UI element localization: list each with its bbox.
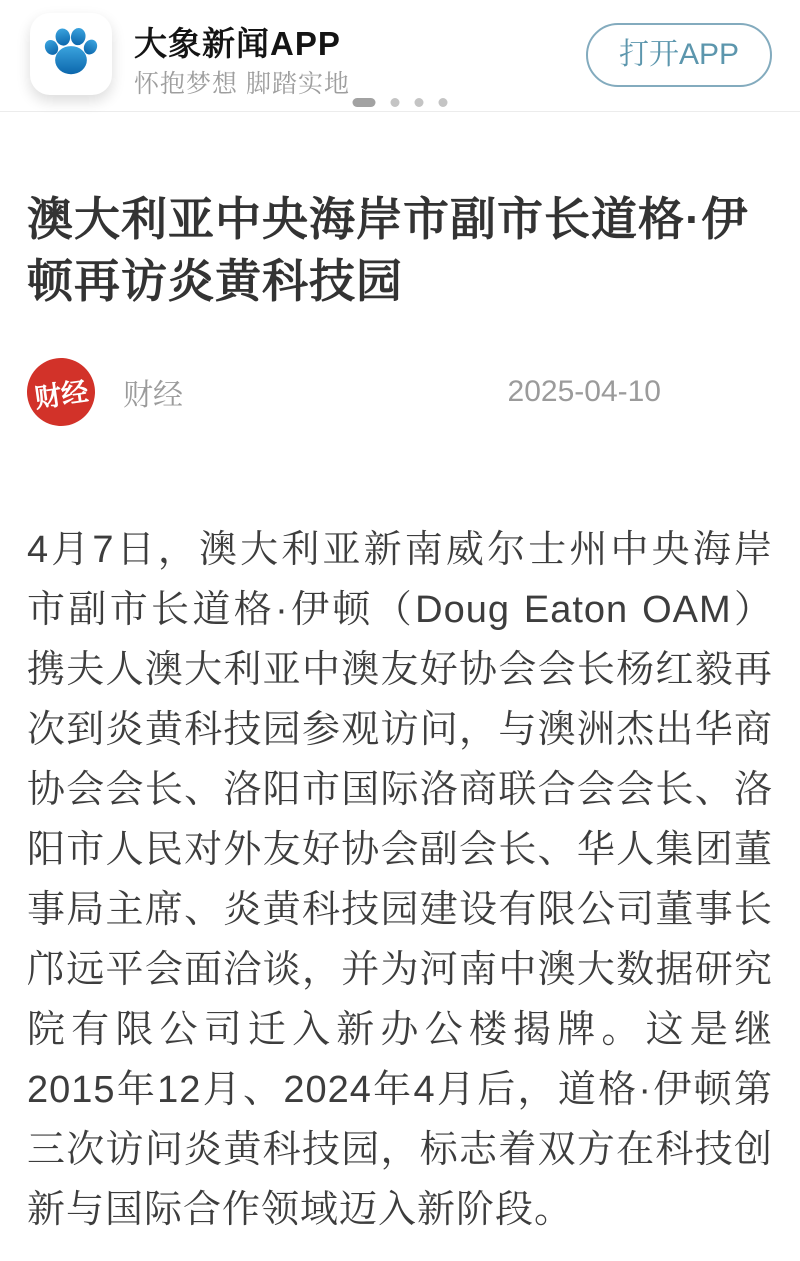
page-dot	[391, 98, 400, 107]
article-meta	[27, 358, 773, 426]
article-body: 4月7日，澳大利亚新南威尔士州中央海岸市副市长道格·伊顿（Doug Eaton OAM）携夫人澳大利亚中澳友好协会会长杨红毅再次到炎黄科技园参观访问，与澳洲杰出华商协会会长、洛阳市国际洛商联合会会长、洛阳市人民对外友好协会副会长、华人集团董事局主席、炎黄科技园建设有限公司董事长邝远平会面洽谈，并为河南中澳大数据研究院有限公司迁入新办公楼揭牌。这是继2015年12月、2024年4月后，道格·伊顿第三次访问炎黄科技园，标志着双方在科技创新与国际合作领域迈入新阶段。	[27, 529, 773, 1231]
page-indicator	[353, 98, 448, 107]
article-date: 2025-04-10	[507, 375, 661, 408]
app-slogan: 怀抱梦想 脚踏实地	[134, 70, 350, 98]
page-dot	[439, 98, 448, 107]
app-banner	[0, 0, 800, 112]
page-dot	[415, 98, 424, 107]
category-label[interactable]: 财经	[123, 379, 183, 412]
page-dot-active	[353, 98, 376, 107]
article-content	[0, 188, 800, 1240]
article-title: 澳大利亚中央海岸市副市长道格·伊顿再访炎黄科技园	[27, 193, 749, 307]
category-badge[interactable]: 财经	[23, 354, 100, 431]
open-app-button[interactable]: 打开APP	[586, 23, 772, 87]
app-logo[interactable]	[30, 13, 112, 95]
paw-icon	[42, 23, 100, 86]
app-name: 大象新闻APP	[134, 25, 341, 62]
